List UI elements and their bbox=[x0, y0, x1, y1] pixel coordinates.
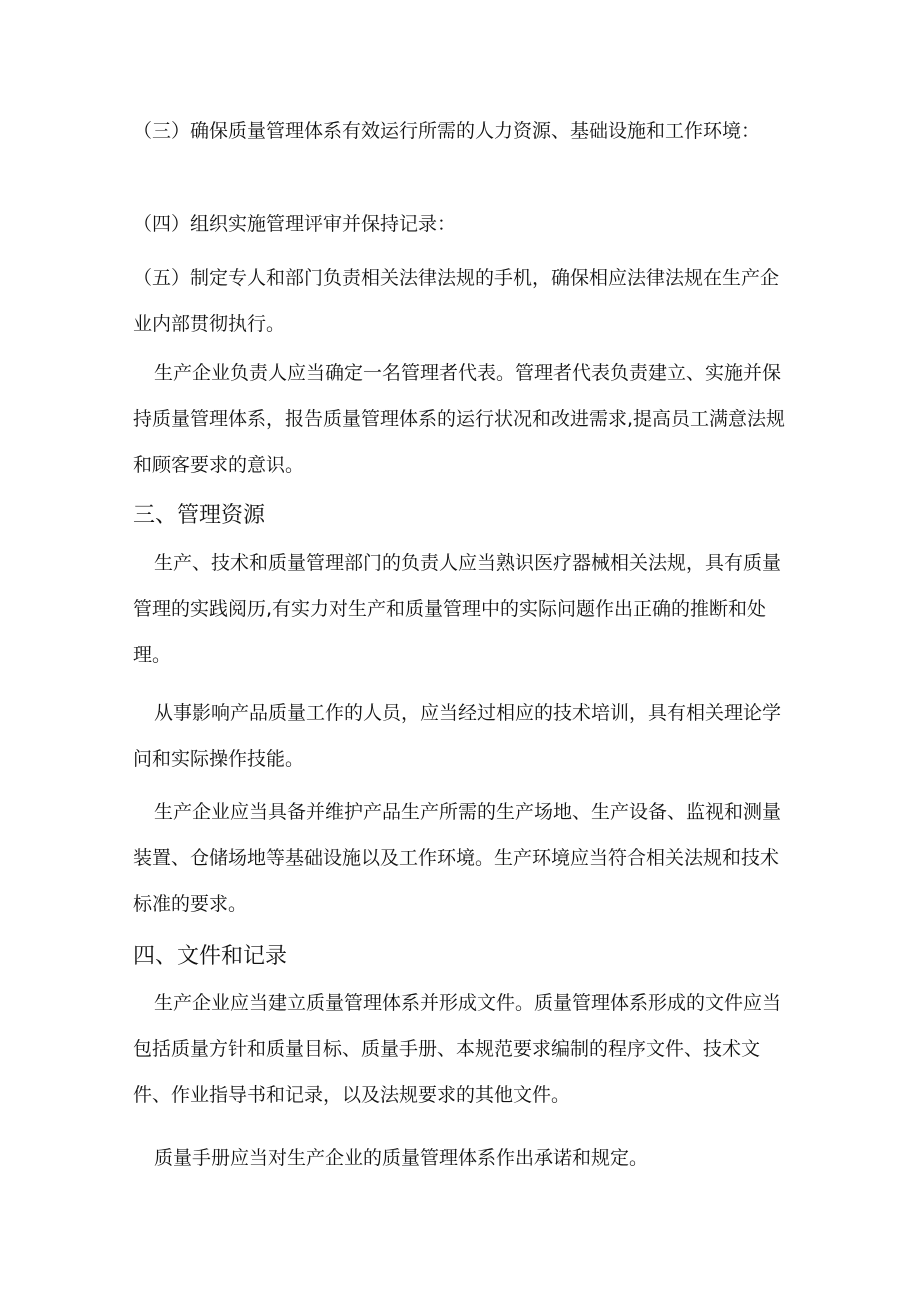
paragraph-item-5: （五）制定专人和部门负责相关法律法规的手机，确保相应法律法规在生产企业内部贯彻执行。 bbox=[133, 267, 780, 335]
paragraph-quality-manual: 质量手册应当对生产企业的质量管理体系作出承诺和规定。 bbox=[154, 1147, 649, 1169]
section-heading-management-resources: 三、管理资源 bbox=[133, 503, 266, 528]
paragraph-quality-documents: 生产企业应当建立质量管理体系并形成文件。质量管理体系形成的文件应当包括质量方针和质量目标、质量手册、本规范要求编制的程序文件、技术文件、作业指导书和记录，以及法规要求的其他文件。 bbox=[133, 992, 782, 1106]
paragraph-item-3: （三）确保质量管理体系有效运行所需的人力资源、基础设施和工作环境： bbox=[133, 120, 761, 142]
paragraph-personnel-training: 从事影响产品质量工作的人员，应当经过相应的技术培训，具有相关理论学问和实际操作技能。 bbox=[133, 702, 782, 770]
section-heading-documents-records: 四、文件和记录 bbox=[133, 944, 288, 969]
paragraph-management-representative: 生产企业负责人应当确定一名管理者代表。管理者代表负责建立、实施并保持质量管理体系，报告质量管理体系的运行状况和改进需求,提高员工满意法规和顾客要求的意识。 bbox=[133, 362, 786, 476]
paragraph-item-4: （四）组织实施管理评审并保持记录： bbox=[133, 213, 457, 235]
paragraph-department-heads: 生产、技术和质量管理部门的负责人应当熟识医疗器械相关法规，具有质量管理的实践阅历,有实力对生产和质量管理中的实际问题作出正确的推断和处理。 bbox=[133, 552, 782, 666]
paragraph-infrastructure: 生产企业应当具备并维护产品生产所需的生产场地、生产设备、监视和测量装置、仓储场地等基础设施以及工作环境。生产环境应当符合相关法规和技术标准的要求。 bbox=[133, 801, 782, 915]
